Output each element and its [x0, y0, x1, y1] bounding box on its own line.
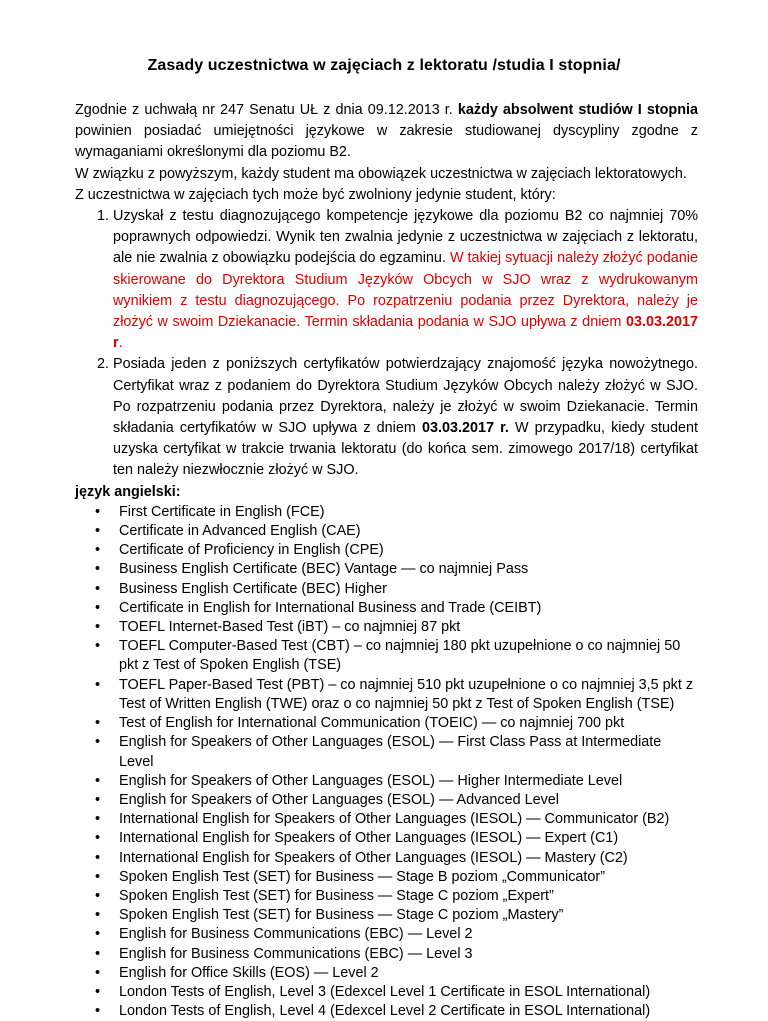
bullet-icon: • [95, 734, 101, 751]
certificate-item [75, 810, 698, 829]
language-heading: język angielski: [75, 483, 181, 500]
certificate-item [75, 983, 698, 1002]
certificate-name: TOEFL Paper-Based Test (PBT) – co najmniej 510 pkt uzupełnione o co najmniej 3,5 pkt z Test of Written English (TWE) oraz o co najmniej 50 pkt z Test of Spoken English (TSE) [119, 676, 694, 712]
certificate-item [75, 541, 698, 560]
certificate-item [75, 829, 698, 848]
condition-text: Posiada jeden z poniższych certyfikatów potwierdzający znajomość języka nowożytnego. Certyfikat wraz z podaniem do Dyrektora Studium Języków Obcych należy złożyć w SJO. Po rozpatrzeniu podania przez Dyrektora, należy je złożyć w swoim Dziekanacie. Termin składania certyfikatów w SJO upływa z dniem [113, 356, 698, 437]
deadline-date: 03.03.2017 r [113, 314, 698, 352]
certificate-item [75, 945, 698, 964]
condition-item-1 [75, 206, 698, 354]
certificate-name: Business English Certificate (BEC) Higher [119, 580, 387, 597]
bullet-icon: • [95, 849, 101, 866]
bullet-icon: • [95, 983, 101, 1000]
item-number: 1. [97, 208, 110, 225]
bullet-icon: • [95, 561, 101, 578]
certificate-name: TOEFL Computer-Based Test (CBT) – co najmniej 180 pkt uzupełnione o co najmniej 50 pkt z Test of Spoken English (TSE) [119, 638, 681, 674]
bullet-icon: • [95, 791, 101, 808]
certificate-item [75, 791, 698, 810]
certificate-name: English for Speakers of Other Languages (ESOL) — Higher Intermediate Level [119, 772, 623, 789]
certificate-name: English for Office Skills (EOS) — Level 2 [119, 964, 379, 981]
certificate-item [75, 964, 698, 983]
certificate-name: London Tests of English, Level 3 (Edexcel Level 1 Certificate in ESOL International) [119, 983, 651, 1000]
condition-text: Uzyskał z testu diagnozującego kompetencje językowe dla poziomu B2 co najmniej 70% poprawnych odpowiedzi. Wynik ten zwalnia jedynie z uczestnictwa w zajęciach z lektoratu, ale nie zwalnia z obowiązku podejścia do egzaminu. [113, 208, 698, 267]
certificate-name: First Certificate in English (FCE) [119, 503, 325, 520]
certificate-item [75, 733, 698, 771]
certificate-name: International English for Speakers of Other Languages (IESOL) — Communicator (B2) [119, 811, 670, 828]
certificate-item [75, 522, 698, 541]
certificate-item [75, 637, 698, 675]
bullet-icon: • [95, 945, 101, 962]
bullet-icon: • [95, 926, 101, 943]
certificate-item [75, 1002, 698, 1021]
bullet-icon: • [95, 964, 101, 981]
certificate-name: TOEFL Internet-Based Test (iBT) – co najmniej 87 pkt [119, 619, 461, 636]
bullet-icon: • [95, 676, 101, 693]
condition-text-end: W przypadku, kiedy student uzyska certyfikat w trakcie trwania lektoratu (do końca sem. zimowego 2017/18) certyfikat ten należy niezwłocznie złożyć w SJO. [113, 420, 698, 479]
certificate-name: English for Business Communications (EBC) — Level 3 [119, 945, 473, 962]
intro-paragraph-1 [75, 100, 698, 164]
intro-paragraph-2: W związku z powyższym, każdy student ma obowiązek uczestnictwa w zajęciach lektoratowych. [75, 165, 687, 182]
certificate-name: Spoken English Test (SET) for Business — Stage B poziom „Communicator” [119, 868, 606, 885]
bullet-icon: • [95, 887, 101, 904]
red-text: W takiej sytuacji należy złożyć podanie skierowane do Dyrektora Studium Języków Obcych w SJO wraz z wydrukowanym wynikiem z testu diagnozującego. Po rozpatrzeniu podania przez Dyrektora, należy je złożyć w swoim Dziekanacie. Termin składania podania w SJO upływa z dniem [113, 250, 698, 331]
deadline-date: 03.03.2017 r. [421, 420, 509, 437]
intro-text-continued: powinien posiadać umiejętności językowe w zakresie studiowanej dyscypliny zgodne z wymaganiami określonymi dla poziomu B2. [75, 123, 698, 161]
bullet-icon: • [95, 503, 101, 520]
certificate-name: English for Speakers of Other Languages (ESOL) — Advanced Level [119, 791, 559, 808]
certificate-item [75, 868, 698, 887]
certificate-name: English for Business Communications (EBC) — Level 2 [119, 926, 473, 943]
certificate-item [75, 676, 698, 714]
certificate-name: Spoken English Test (SET) for Business — Stage C poziom „Mastery” [119, 907, 564, 924]
certificate-item [75, 503, 698, 522]
certificate-name: International English for Speakers of Other Languages (IESOL) — Mastery (C2) [119, 849, 628, 866]
red-text-end: . [118, 335, 123, 352]
certificate-item [75, 580, 698, 599]
bullet-icon: • [95, 599, 101, 616]
certificate-name: International English for Speakers of Other Languages (IESOL) — Expert (C1) [119, 830, 619, 847]
intro-text: Zgodnie z uchwałą nr 247 Senatu UŁ z dnia 09.12.2013 r. [75, 102, 458, 118]
certificate-item [75, 560, 698, 579]
item-number: 2. [97, 356, 110, 373]
certificate-item [75, 925, 698, 944]
certificate-name: London Tests of English, Level 4 (Edexcel Level 2 Certificate in ESOL International) [119, 1003, 651, 1020]
document-body [75, 100, 698, 1021]
certificate-name: Certificate of Proficiency in English (CPE) [119, 542, 384, 559]
intro-bold-text: każdy absolwent studiów I stopnia [457, 102, 698, 118]
bullet-icon: • [95, 638, 101, 655]
bullet-icon: • [95, 830, 101, 847]
bullet-icon: • [95, 772, 101, 789]
bullet-icon: • [95, 619, 101, 636]
bullet-icon: • [95, 580, 101, 597]
bullet-icon: • [95, 542, 101, 559]
bullet-icon: • [95, 907, 101, 924]
bullet-icon: • [95, 523, 101, 540]
certificate-list [75, 503, 698, 1021]
intro-paragraph-3: Z uczestnictwa w zajęciach tych może być zwolniony jedynie student, który: [75, 186, 556, 203]
certificate-item [75, 887, 698, 906]
certificate-item [75, 714, 698, 733]
certificate-name: English for Speakers of Other Languages (ESOL) — First Class Pass at Intermediate Level [119, 734, 662, 770]
certificate-item [75, 599, 698, 618]
certificate-name: Business English Certificate (BEC) Vantage — co najmniej Pass [119, 561, 529, 578]
bullet-icon: • [95, 811, 101, 828]
exemption-conditions-list [75, 206, 698, 482]
condition-item-2 [75, 354, 698, 481]
certificate-item [75, 618, 698, 637]
bullet-icon: • [95, 868, 101, 885]
certificate-name: Test of English for International Communication (TOEIC) — co najmniej 700 pkt [119, 715, 625, 732]
certificate-item [75, 772, 698, 791]
bullet-icon: • [95, 1003, 101, 1020]
bullet-icon: • [95, 715, 101, 732]
certificate-item [75, 849, 698, 868]
certificate-name: Certificate in Advanced English (CAE) [119, 523, 361, 540]
page-title: Zasady uczestnictwa w zajęciach z lektoratu /studia I stopnia/ [147, 57, 621, 74]
certificate-name: Certificate in English for International Business and Trade (CEIBT) [119, 599, 542, 616]
certificate-name: Spoken English Test (SET) for Business — Stage C poziom „Expert” [119, 887, 554, 904]
certificate-item [75, 906, 698, 925]
